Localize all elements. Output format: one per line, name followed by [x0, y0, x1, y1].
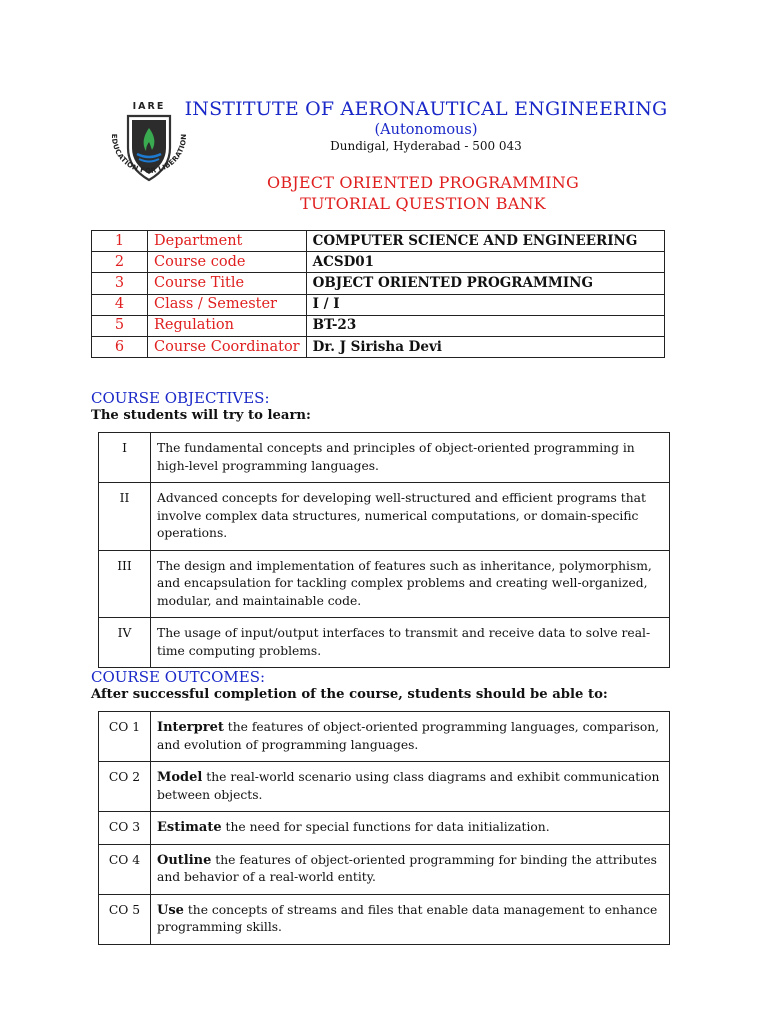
- outcome-key: CO 4: [99, 844, 151, 894]
- document-subtitle: TUTORIAL QUESTION BANK: [300, 194, 546, 213]
- table-row: [99, 712, 670, 762]
- outcome-key: CO 1: [99, 712, 151, 762]
- outcome-text: [151, 812, 670, 845]
- autonomous-label: (Autonomous): [374, 122, 478, 138]
- document-title: OBJECT ORIENTED PROGRAMMING: [267, 173, 579, 192]
- outcome-verb: Outline: [157, 852, 212, 868]
- table-row: [99, 844, 670, 894]
- objectives-subheading: The students will try to learn:: [91, 408, 311, 423]
- row-number: 3: [92, 273, 148, 294]
- table-row: [99, 483, 670, 551]
- row-number: 4: [92, 294, 148, 315]
- outcome-description: the real-world scenario using class diagrams and exhibit communication between objects.: [157, 770, 660, 802]
- table-row: [92, 273, 665, 294]
- objective-key: III: [99, 550, 151, 618]
- table-row: [99, 618, 670, 668]
- course-info-table: [91, 230, 665, 358]
- logo-top-text: IARE: [132, 101, 166, 112]
- table-row: [92, 231, 665, 252]
- row-value: COMPUTER SCIENCE AND ENGINEERING: [306, 231, 664, 252]
- outcome-key: CO 5: [99, 894, 151, 944]
- objective-text: The design and implementation of features such as inheritance, polymorphism, and encapsulation for tackling complex problems and creating well-organized, modular, and maintainable code.: [151, 550, 670, 618]
- institute-name: INSTITUTE OF AERONAUTICAL ENGINEERING: [184, 98, 668, 120]
- row-value: BT-23: [306, 315, 664, 336]
- row-label: Regulation: [148, 315, 307, 336]
- outcome-text: [151, 762, 670, 812]
- row-number: 1: [92, 231, 148, 252]
- row-label: Course code: [148, 252, 307, 273]
- outcomes-heading: COURSE OUTCOMES:: [91, 668, 266, 686]
- outcomes-subheading: After successful completion of the course, students should be able to:: [91, 687, 608, 702]
- objective-text: The usage of input/output interfaces to transmit and receive data to solve real-time computing problems.: [151, 618, 670, 668]
- table-row: [92, 294, 665, 315]
- objective-key: IV: [99, 618, 151, 668]
- outcome-description: the concepts of streams and files that enable data management to enhance programming skills.: [157, 902, 658, 934]
- row-label: Course Coordinator: [148, 336, 307, 357]
- table-row: [92, 252, 665, 273]
- table-row: [99, 433, 670, 483]
- row-label: Department: [148, 231, 307, 252]
- outcome-description: the need for special functions for data initialization.: [221, 820, 550, 834]
- logo-ring-text: EDUCATION FOR LIBERATION: [109, 133, 189, 176]
- row-number: 2: [92, 252, 148, 273]
- outcome-verb: Use: [157, 902, 184, 918]
- row-number: 5: [92, 315, 148, 336]
- table-row: [99, 894, 670, 944]
- table-row: [99, 550, 670, 618]
- row-number: 6: [92, 336, 148, 357]
- outcome-verb: Interpret: [157, 720, 224, 735]
- objectives-heading: COURSE OBJECTIVES:: [91, 389, 270, 407]
- outcome-key: CO 2: [99, 762, 151, 812]
- objectives-table: [98, 432, 670, 668]
- row-label: Course Title: [148, 273, 307, 294]
- outcome-text: [151, 844, 670, 894]
- objective-text: Advanced concepts for developing well-structured and efficient programs that involve complex data structures, numerical computations, or domain-specific operations.: [151, 483, 670, 551]
- institute-address: Dundigal, Hyderabad - 500 043: [330, 139, 522, 153]
- table-row: [99, 812, 670, 845]
- objective-text: The fundamental concepts and principles of object-oriented programming in high-level programming languages.: [151, 433, 670, 483]
- outcome-text: [151, 894, 670, 944]
- objective-key: I: [99, 433, 151, 483]
- table-row: [92, 315, 665, 336]
- objective-key: II: [99, 483, 151, 551]
- table-row: [92, 336, 665, 357]
- row-value: Dr. J Sirisha Devi: [306, 336, 664, 357]
- outcomes-table: [98, 711, 670, 945]
- outcome-text: [151, 712, 670, 762]
- outcome-description: the features of object-oriented programming languages, comparison, and evolution of programming languages.: [157, 720, 660, 752]
- outcome-description: the features of object-oriented programming for binding the attributes and behavior of a real-world entity.: [157, 852, 657, 884]
- outcome-verb: Model: [157, 770, 203, 785]
- row-value: ACSD01: [306, 252, 664, 273]
- row-value: OBJECT ORIENTED PROGRAMMING: [306, 273, 664, 294]
- table-row: [99, 762, 670, 812]
- outcome-verb: Estimate: [157, 820, 222, 835]
- row-value: I / I: [306, 294, 664, 315]
- outcome-key: CO 3: [99, 812, 151, 845]
- row-label: Class / Semester: [148, 294, 307, 315]
